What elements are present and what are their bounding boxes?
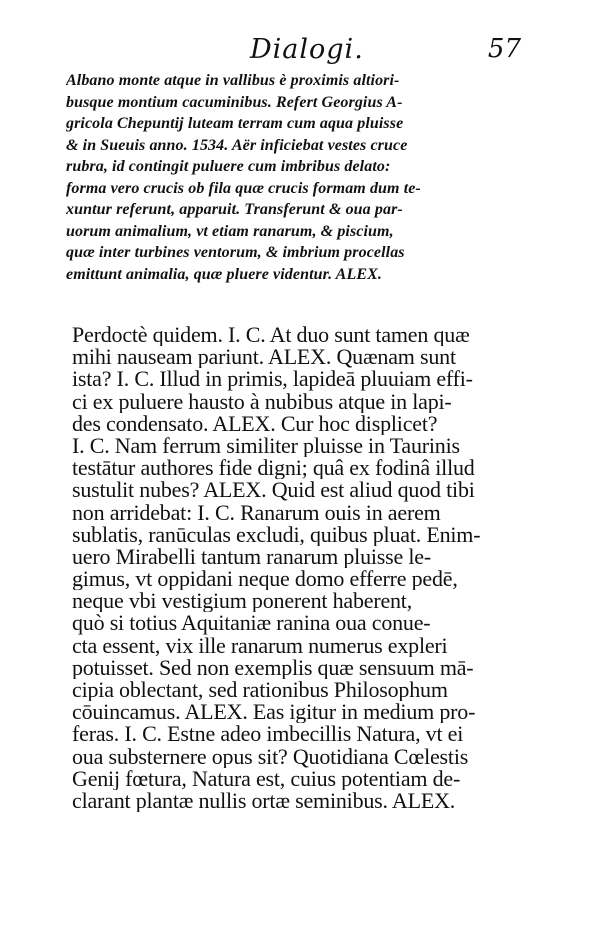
running-head: Dialogi.: [250, 34, 364, 65]
text-line: I. C. Nam ferrum similiter pluisse in Taurinis: [72, 434, 460, 458]
text-line: emittunt animalia, quæ pluere videntur. ALEX.: [66, 265, 382, 283]
text-line: busque montium cacuminibus. Refert Georgius A-: [66, 93, 403, 111]
text-line: uorum animalium, vt etiam ranarum, & piscium,: [66, 222, 394, 240]
text-line: quò si totius Aquitaniæ ranina oua conue-: [72, 612, 431, 635]
text-line: potuisset. Sed non exemplis quæ sensuum mā-: [72, 656, 474, 679]
text-line: mihi nauseam pariunt. ALEX. Quænam sunt: [72, 346, 456, 369]
text-line: gricola Chepuntij luteam terram cum aqua pluisse: [66, 115, 404, 132]
text-line: neque vbi vestigium ponerent haberent,: [72, 590, 413, 613]
text-line: rubra, id contingit puluere cum imbribus delato:: [66, 158, 391, 175]
page-header: [70, 34, 521, 74]
text-line: sustulit nubes? ALEX. Quid est aliud quod tibi: [72, 479, 475, 502]
text-line: quæ inter turbines ventorum, & imbrium procellas: [66, 244, 405, 261]
text-line: ista? I. C. Illud in primis, lapideā pluuiam effi-: [72, 368, 473, 391]
roman-passage: [72, 324, 522, 812]
text-line: xuntur referunt, apparuit. Transferunt & oua par-: [66, 201, 403, 218]
text-line: clarant plantæ nullis ortæ seminibus. ALEX.: [72, 789, 456, 813]
text-line: cta essent, vix ille ranarum numerus expleri: [72, 634, 448, 657]
text-line: Genij fœtura, Natura est, cuius potentiam de-: [72, 767, 461, 790]
text-line: testātur authores fide digni; quâ ex fodinâ illud: [72, 457, 475, 480]
text-line: ci ex puluere hausto à nubibus atque in lapi-: [72, 390, 452, 413]
italic-passage: [66, 70, 520, 285]
text-line: gimus, vt oppidani neque domo efferre pedē,: [72, 568, 458, 591]
text-line: Perdoctè quidem. I. C. At duo sunt tamen quæ: [72, 324, 470, 347]
text-line: cipia oblectant, sed rationibus Philosophum: [72, 679, 448, 702]
text-line: feras. I. C. Estne adeo imbecillis Natura, vt ei: [72, 723, 464, 746]
text-line: Albano monte atque in vallibus è proximis altiori-: [66, 72, 400, 89]
text-line: des condensato. ALEX. Cur hoc displicet?: [72, 412, 438, 435]
text-line: uero Mirabelli tantum ranarum pluisse le-: [72, 545, 431, 569]
page-number: 57: [487, 34, 521, 64]
text-line: oua substernere opus sit? Quotidiana Cœlestis: [72, 745, 469, 768]
text-line: cōuincamus. ALEX. Eas igitur in medium pro-: [72, 701, 476, 724]
text-line: non arridebat: I. C. Ranarum ouis in aerem: [72, 501, 441, 524]
text-line: & in Sueuis anno. 1534. Aër inficiebat vestes cruce: [66, 136, 408, 154]
text-line: sublatis, ranūculas excludi, quibus pluat. Enim-: [72, 523, 481, 546]
text-line: forma vero crucis ob fila quæ crucis formam dum te-: [66, 179, 421, 197]
